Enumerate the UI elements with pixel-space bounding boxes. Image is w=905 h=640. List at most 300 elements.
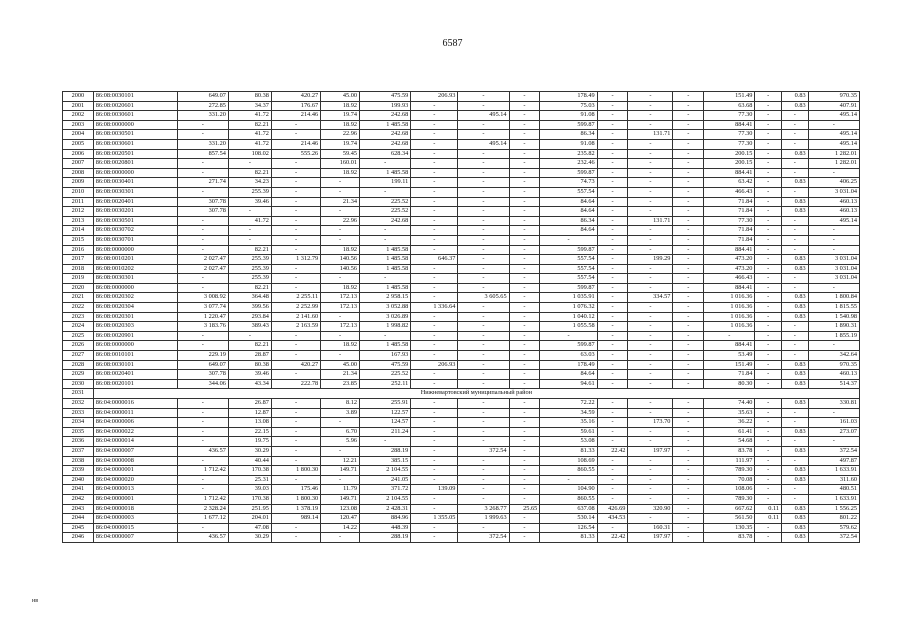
value-cell: - xyxy=(458,149,509,159)
table-body xyxy=(63,92,860,543)
table-row xyxy=(63,331,860,341)
value-cell: - xyxy=(271,216,320,226)
value-cell: 53.08 xyxy=(540,437,597,447)
value-cell: 1 800.30 xyxy=(271,466,320,476)
value-cell: - xyxy=(271,427,320,437)
value-cell: - xyxy=(673,514,704,524)
value-cell: 0.83 xyxy=(782,92,809,102)
cadastral-code-cell: 86:04:0000020 xyxy=(93,475,177,485)
value-cell: - xyxy=(673,207,704,217)
value-cell: - xyxy=(458,226,509,236)
cadastral-code-cell: 86:08:0010101 xyxy=(93,351,177,361)
value-cell: 139.09 xyxy=(411,485,458,495)
value-cell: - xyxy=(673,446,704,456)
value-cell: - xyxy=(509,351,540,361)
value-cell: 389.43 xyxy=(228,322,271,332)
value-cell: 599.87 xyxy=(540,120,597,130)
value-cell: 170.38 xyxy=(228,466,271,476)
value-cell: 21.34 xyxy=(321,370,360,380)
value-cell: - xyxy=(673,303,704,313)
value-cell: - xyxy=(628,149,673,159)
value-cell: - xyxy=(673,408,704,418)
value-cell: 211.24 xyxy=(360,427,411,437)
cadastral-code-cell: 86:08:0030701 xyxy=(93,235,177,245)
value-cell: 466.43 xyxy=(704,274,755,284)
value-cell: 557.54 xyxy=(540,274,597,284)
value-cell: - xyxy=(458,466,509,476)
value-cell: - xyxy=(673,437,704,447)
value-cell: - xyxy=(755,351,782,361)
value-cell: - xyxy=(597,120,628,130)
value-cell: - xyxy=(509,370,540,380)
value-cell: 232.46 xyxy=(540,159,597,169)
value-cell: - xyxy=(704,331,755,341)
row-number-cell: 2003 xyxy=(63,120,94,130)
value-cell: 72.22 xyxy=(540,399,597,409)
value-cell: 1 485.58 xyxy=(360,245,411,255)
value-cell: - xyxy=(360,226,411,236)
value-cell: 151.49 xyxy=(704,92,755,102)
value-cell: 2 104.55 xyxy=(360,494,411,504)
value-cell: 140.56 xyxy=(321,264,360,274)
value-cell: - xyxy=(458,437,509,447)
value-cell: 436.57 xyxy=(177,446,228,456)
value-cell: - xyxy=(458,485,509,495)
value-cell: 21.34 xyxy=(321,197,360,207)
value-cell: 649.07 xyxy=(177,360,228,370)
value-cell: - xyxy=(597,101,628,111)
value-cell: - xyxy=(673,111,704,121)
row-number-cell: 2013 xyxy=(63,216,94,226)
value-cell: - xyxy=(597,456,628,466)
value-cell: 84.64 xyxy=(540,197,597,207)
value-cell: - xyxy=(755,427,782,437)
value-cell: - xyxy=(628,139,673,149)
row-number-cell: 2022 xyxy=(63,303,94,313)
value-cell: 3 026.89 xyxy=(360,312,411,322)
row-number-cell: 2004 xyxy=(63,130,94,140)
value-cell: 5.96 xyxy=(321,437,360,447)
value-cell: 83.78 xyxy=(704,533,755,543)
value-cell: 80.30 xyxy=(704,379,755,389)
value-cell: - xyxy=(271,264,320,274)
value-cell: - xyxy=(782,456,809,466)
value-cell: 167.93 xyxy=(360,351,411,361)
value-cell: - xyxy=(509,494,540,504)
value-cell: - xyxy=(755,418,782,428)
value-cell: 646.37 xyxy=(411,255,458,265)
value-cell: 197.97 xyxy=(628,533,673,543)
value-cell: 495.14 xyxy=(458,139,509,149)
value-cell: - xyxy=(509,466,540,476)
value-cell: 161.03 xyxy=(808,418,859,428)
value-cell: 884.41 xyxy=(704,168,755,178)
value-cell: - xyxy=(755,456,782,466)
value-cell: 3 031.04 xyxy=(808,187,859,197)
value-cell: 1 040.12 xyxy=(540,312,597,322)
cadastral-code-cell: 86:08:0030401 xyxy=(93,178,177,188)
value-cell: 6.70 xyxy=(321,427,360,437)
cadastral-code-cell: 86:08:0020101 xyxy=(93,379,177,389)
value-cell: - xyxy=(628,264,673,274)
table-row xyxy=(63,370,860,380)
value-cell: - xyxy=(509,399,540,409)
value-cell: - xyxy=(755,101,782,111)
value-cell: 649.07 xyxy=(177,92,228,102)
value-cell: - xyxy=(177,245,228,255)
value-cell: 667.62 xyxy=(704,504,755,514)
value-cell: - xyxy=(782,418,809,428)
value-cell: - xyxy=(177,187,228,197)
table-row xyxy=(63,120,860,130)
value-cell: - xyxy=(597,159,628,169)
value-cell: - xyxy=(509,312,540,322)
value-cell: - xyxy=(228,235,271,245)
value-cell: - xyxy=(271,446,320,456)
value-cell: 884.41 xyxy=(704,283,755,293)
value-cell: 255.39 xyxy=(228,264,271,274)
value-cell: 235.82 xyxy=(540,149,597,159)
value-cell: 18.92 xyxy=(321,283,360,293)
row-number-cell: 2021 xyxy=(63,293,94,303)
value-cell: 1 485.58 xyxy=(360,283,411,293)
value-cell: 36.22 xyxy=(704,418,755,428)
value-cell: - xyxy=(782,408,809,418)
value-cell: - xyxy=(628,322,673,332)
value-cell: 599.87 xyxy=(540,245,597,255)
value-cell: 495.14 xyxy=(458,111,509,121)
value-cell: - xyxy=(458,216,509,226)
value-cell: 242.68 xyxy=(360,216,411,226)
value-cell: - xyxy=(673,418,704,428)
value-cell: 434.53 xyxy=(597,514,628,524)
cadastral-code-cell: 86:04:0000001 xyxy=(93,494,177,504)
value-cell: 372.54 xyxy=(458,533,509,543)
row-number-cell: 2044 xyxy=(63,514,94,524)
value-cell: 1 855.19 xyxy=(808,331,859,341)
value-cell: - xyxy=(509,216,540,226)
page-number: 6587 xyxy=(442,38,463,49)
value-cell: - xyxy=(782,494,809,504)
value-cell: 74.73 xyxy=(540,178,597,188)
value-cell: - xyxy=(509,245,540,255)
value-cell: 637.08 xyxy=(540,504,597,514)
value-cell: - xyxy=(808,235,859,245)
value-cell: 18.92 xyxy=(321,101,360,111)
value-cell: - xyxy=(673,283,704,293)
value-cell: 94.61 xyxy=(540,379,597,389)
value-cell: 789.30 xyxy=(704,494,755,504)
value-cell: - xyxy=(177,168,228,178)
value-cell: 271.74 xyxy=(177,178,228,188)
value-cell: - xyxy=(228,331,271,341)
value-cell: 495.14 xyxy=(808,130,859,140)
value-cell: - xyxy=(782,226,809,236)
value-cell: 426.69 xyxy=(597,504,628,514)
value-cell: - xyxy=(458,274,509,284)
value-cell: - xyxy=(782,130,809,140)
value-cell: 2 027.47 xyxy=(177,255,228,265)
value-cell: - xyxy=(411,504,458,514)
value-cell: - xyxy=(597,312,628,322)
value-cell: - xyxy=(321,235,360,245)
value-cell: 1 355.05 xyxy=(411,514,458,524)
value-cell: - xyxy=(673,504,704,514)
data-table xyxy=(62,91,860,543)
value-cell: 460.13 xyxy=(808,197,859,207)
value-cell: - xyxy=(628,178,673,188)
value-cell: - xyxy=(271,187,320,197)
value-cell: - xyxy=(755,168,782,178)
cadastral-code-cell: 86:08:0000000 xyxy=(93,168,177,178)
value-cell: - xyxy=(782,187,809,197)
value-cell: 0.83 xyxy=(782,427,809,437)
table-row xyxy=(63,523,860,533)
value-cell: - xyxy=(458,130,509,140)
value-cell: - xyxy=(673,427,704,437)
value-cell: - xyxy=(755,187,782,197)
value-cell: 82.21 xyxy=(228,168,271,178)
value-cell: 311.60 xyxy=(808,475,859,485)
value-cell: 199.29 xyxy=(628,255,673,265)
value-cell: - xyxy=(673,399,704,409)
value-cell: 225.52 xyxy=(360,370,411,380)
value-cell: 2 958.15 xyxy=(360,293,411,303)
value-cell: 11.79 xyxy=(321,485,360,495)
value-cell: - xyxy=(509,168,540,178)
value-cell: 91.08 xyxy=(540,139,597,149)
cadastral-code-cell: 86:08:0000000 xyxy=(93,341,177,351)
value-cell: - xyxy=(628,466,673,476)
table-row xyxy=(63,456,860,466)
value-cell: 63.03 xyxy=(540,351,597,361)
value-cell: 2 328.24 xyxy=(177,504,228,514)
cadastral-code-cell: 86:08:0030601 xyxy=(93,111,177,121)
value-cell: - xyxy=(673,533,704,543)
value-cell: 884.41 xyxy=(704,120,755,130)
value-cell: - xyxy=(271,197,320,207)
value-cell: - xyxy=(673,341,704,351)
value-cell: - xyxy=(458,168,509,178)
value-cell: 0.83 xyxy=(782,197,809,207)
value-cell: 436.57 xyxy=(177,533,228,543)
value-cell: 0.11 xyxy=(755,504,782,514)
value-cell: - xyxy=(458,399,509,409)
cadastral-code-cell: 86:04:0000014 xyxy=(93,437,177,447)
value-cell: 34.37 xyxy=(228,101,271,111)
row-number-cell: 2041 xyxy=(63,485,94,495)
value-cell: 204.01 xyxy=(228,514,271,524)
value-cell: - xyxy=(509,293,540,303)
value-cell: 0.83 xyxy=(782,312,809,322)
table-row xyxy=(63,533,860,543)
value-cell: 1 076.32 xyxy=(540,303,597,313)
value-cell: 884.41 xyxy=(704,341,755,351)
value-cell: - xyxy=(673,197,704,207)
value-cell: 225.52 xyxy=(360,207,411,217)
value-cell: 108.06 xyxy=(704,485,755,495)
value-cell: - xyxy=(597,399,628,409)
value-cell: 61.41 xyxy=(704,427,755,437)
row-number-cell: 2025 xyxy=(63,331,94,341)
value-cell: - xyxy=(458,360,509,370)
table-row xyxy=(63,514,860,524)
value-cell: - xyxy=(509,379,540,389)
value-cell: - xyxy=(509,92,540,102)
value-cell: - xyxy=(360,331,411,341)
value-cell: - xyxy=(628,197,673,207)
value-cell: 0.83 xyxy=(782,533,809,543)
footer-note: нв xyxy=(32,598,39,604)
table-row xyxy=(63,226,860,236)
value-cell: 175.46 xyxy=(271,485,320,495)
value-cell: 39.46 xyxy=(228,370,271,380)
cadastral-code-cell: 86:04:0000011 xyxy=(93,408,177,418)
value-cell: - xyxy=(597,341,628,351)
value-cell: 460.13 xyxy=(808,370,859,380)
value-cell: 1 016.36 xyxy=(704,293,755,303)
value-cell: - xyxy=(597,216,628,226)
value-cell: 71.84 xyxy=(704,226,755,236)
table-row xyxy=(63,197,860,207)
value-cell: - xyxy=(628,475,673,485)
value-cell: - xyxy=(458,370,509,380)
value-cell: - xyxy=(673,149,704,159)
value-cell: - xyxy=(271,168,320,178)
table-row xyxy=(63,187,860,197)
value-cell: - xyxy=(597,207,628,217)
value-cell: - xyxy=(673,274,704,284)
value-cell: - xyxy=(597,322,628,332)
value-cell: - xyxy=(271,399,320,409)
value-cell: 0.83 xyxy=(782,466,809,476)
row-number-cell: 2028 xyxy=(63,360,94,370)
value-cell: 18.92 xyxy=(321,168,360,178)
table-row xyxy=(63,207,860,217)
value-cell: - xyxy=(411,274,458,284)
value-cell: - xyxy=(411,408,458,418)
value-cell: 45.00 xyxy=(321,360,360,370)
value-cell: 599.87 xyxy=(540,283,597,293)
value-cell: - xyxy=(597,245,628,255)
row-number-cell: 2015 xyxy=(63,235,94,245)
table-row xyxy=(63,130,860,140)
row-number-cell: 2007 xyxy=(63,159,94,169)
value-cell: - xyxy=(673,139,704,149)
value-cell: 1 336.64 xyxy=(411,303,458,313)
value-cell: - xyxy=(271,533,320,543)
row-number-cell: 2045 xyxy=(63,523,94,533)
value-cell: - xyxy=(228,159,271,169)
value-cell: 1 712.42 xyxy=(177,466,228,476)
value-cell: - xyxy=(673,494,704,504)
value-cell: - xyxy=(597,408,628,418)
value-cell: - xyxy=(782,341,809,351)
value-cell: - xyxy=(628,341,673,351)
value-cell: - xyxy=(458,494,509,504)
value-cell: 23.85 xyxy=(321,379,360,389)
value-cell: - xyxy=(458,322,509,332)
value-cell: - xyxy=(628,274,673,284)
value-cell: 2 255.11 xyxy=(271,293,320,303)
value-cell: 3.89 xyxy=(321,408,360,418)
value-cell: - xyxy=(755,207,782,217)
row-number-cell: 2017 xyxy=(63,255,94,265)
value-cell: 173.70 xyxy=(628,418,673,428)
row-number-cell: 2043 xyxy=(63,504,94,514)
value-cell: 22.96 xyxy=(321,130,360,140)
value-cell: - xyxy=(411,475,458,485)
value-cell: - xyxy=(321,226,360,236)
value-cell: - xyxy=(628,485,673,495)
row-number-cell: 2002 xyxy=(63,111,94,121)
value-cell: 71.84 xyxy=(704,370,755,380)
value-cell: - xyxy=(755,120,782,130)
value-cell: - xyxy=(271,331,320,341)
value-cell: 579.62 xyxy=(808,523,859,533)
value-cell: 160.31 xyxy=(628,523,673,533)
value-cell: - xyxy=(411,207,458,217)
value-cell: - xyxy=(271,245,320,255)
value-cell: 3 605.65 xyxy=(458,293,509,303)
value-cell: - xyxy=(177,283,228,293)
table-row xyxy=(63,283,860,293)
value-cell: - xyxy=(509,331,540,341)
value-cell: - xyxy=(228,226,271,236)
value-cell: 344.06 xyxy=(177,379,228,389)
value-cell: 3 031.04 xyxy=(808,264,859,274)
value-cell: - xyxy=(755,111,782,121)
value-cell: - xyxy=(597,331,628,341)
cadastral-code-cell: 86:04:0000015 xyxy=(93,523,177,533)
value-cell: - xyxy=(782,235,809,245)
value-cell: 495.14 xyxy=(808,139,859,149)
value-cell: - xyxy=(458,427,509,437)
value-cell: - xyxy=(177,485,228,495)
value-cell: - xyxy=(458,178,509,188)
value-cell: 1 378.19 xyxy=(271,504,320,514)
value-cell: - xyxy=(411,427,458,437)
value-cell: 197.97 xyxy=(628,446,673,456)
value-cell: - xyxy=(411,322,458,332)
value-cell: - xyxy=(597,351,628,361)
value-cell: - xyxy=(458,101,509,111)
row-number-cell: 2027 xyxy=(63,351,94,361)
value-cell: - xyxy=(177,331,228,341)
table-row xyxy=(63,408,860,418)
value-cell: - xyxy=(411,149,458,159)
value-cell: - xyxy=(673,130,704,140)
value-cell: 3 052.88 xyxy=(360,303,411,313)
value-cell: 1 712.42 xyxy=(177,494,228,504)
value-cell: 342.64 xyxy=(808,351,859,361)
value-cell: 122.57 xyxy=(360,408,411,418)
value-cell: - xyxy=(509,226,540,236)
value-cell: - xyxy=(177,437,228,447)
value-cell: - xyxy=(271,283,320,293)
section-row xyxy=(63,389,860,399)
cadastral-code-cell: 86:04:0000007 xyxy=(93,446,177,456)
value-cell: 1 800.30 xyxy=(271,494,320,504)
value-cell: - xyxy=(597,197,628,207)
value-cell: - xyxy=(360,274,411,284)
value-cell: 599.87 xyxy=(540,341,597,351)
value-cell: 252.11 xyxy=(360,379,411,389)
value-cell: 1 815.55 xyxy=(808,303,859,313)
value-cell: 0.83 xyxy=(782,207,809,217)
value-cell: 406.25 xyxy=(808,178,859,188)
value-cell: - xyxy=(411,197,458,207)
